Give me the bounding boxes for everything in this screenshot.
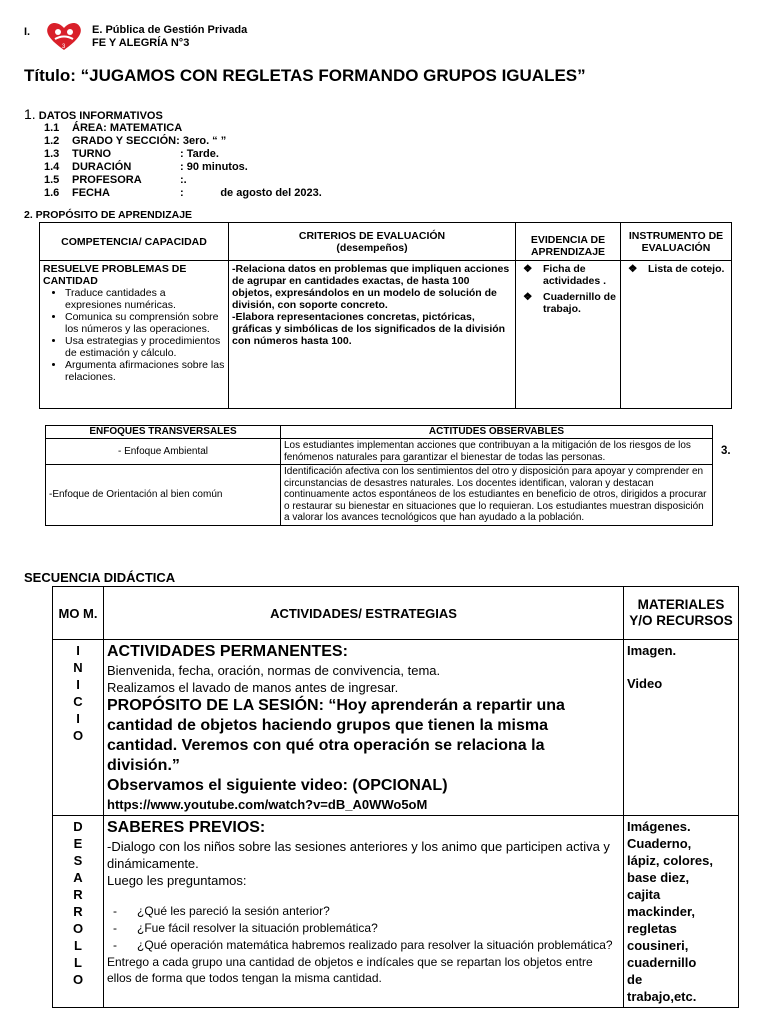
material-item: cousineri,: [627, 938, 689, 953]
material-item: mackinder,: [627, 904, 695, 919]
dash-bullet-icon: -: [113, 938, 117, 952]
header-criterios-line1: CRITERIOS DE EVALUACIÓN: [298, 229, 446, 242]
list-item: [523, 263, 617, 287]
header-actitudes: ACTITUDES OBSERVABLES: [281, 426, 713, 439]
saberes-title: SABERES PREVIOS:: [107, 819, 266, 836]
inicio-materiales: [624, 640, 739, 816]
evidencia-text: Ficha de actividades .: [543, 263, 607, 287]
material-item: base diez,: [627, 870, 690, 885]
proposito-table: [39, 222, 732, 409]
school-line-2: FE Y ALEGRÍA N°3: [92, 37, 190, 49]
material-item: trabajo,etc.: [627, 989, 697, 1004]
info-row: [44, 187, 322, 200]
list-item: [107, 903, 620, 920]
info-value: : Tarde.: [180, 148, 219, 160]
evidencias-list: [519, 263, 617, 315]
material-item: cuadernillo: [627, 955, 697, 970]
info-row: [44, 122, 322, 135]
permanentes-title: ACTIVIDADES PERMANENTES:: [107, 643, 348, 660]
material-item: Cuaderno,: [627, 836, 692, 851]
secuencia-heading: SECUENCIA DIDÁCTICA: [24, 570, 176, 585]
header-actividades: ACTIVIDADES/ ESTRATEGIAS: [104, 587, 624, 640]
info-key: PROFESORA: [72, 174, 142, 186]
header-criterios-line2: (desempeños): [336, 241, 408, 254]
info-num: 1.2: [44, 135, 60, 147]
letter: A: [73, 870, 83, 885]
letter: I: [76, 677, 80, 692]
pregunta-text: ¿Qué les pareció la sesión anterior?: [137, 904, 330, 918]
diamond-bullet-icon: ❖: [523, 291, 533, 303]
list-item: • Traduce cantidades a expresiones numéricas.: [65, 287, 225, 311]
section-1-number: 1.: [24, 106, 36, 122]
info-key: ÁREA: MATEMATICA: [72, 122, 183, 134]
material-item: Imagen.: [627, 643, 677, 658]
info-row: [44, 148, 322, 161]
secuencia-table: [52, 586, 739, 1008]
letter: N: [73, 660, 83, 675]
desarrollo-letters: [56, 818, 100, 988]
proposito: [107, 696, 620, 776]
letter: O: [72, 921, 84, 936]
pregunta-text: ¿Qué operación matemática habremos realizado para resolver la situación problemática?: [137, 938, 613, 952]
competencia-cell: [40, 261, 229, 409]
roman-numeral: I.: [24, 26, 31, 38]
section-1-heading: [24, 106, 163, 122]
list-item: [523, 291, 617, 315]
section-1-label: DATOS INFORMATIVOS: [38, 110, 163, 122]
letter: S: [73, 853, 83, 868]
letter: L: [74, 938, 82, 953]
header-instrumento: INSTRUMENTO DE EVALUACIÓN: [621, 223, 732, 261]
diamond-bullet-icon: ❖: [628, 263, 638, 275]
dialogo-text: -Dialogo con los niños sobre las sesiones anteriores y los animo que participen activa y dinámicamente.: [107, 839, 610, 871]
pregunta-text: ¿Fue fácil resolver la situación problemática?: [137, 921, 378, 935]
actitud-cell: Identificación afectiva con los sentimientos del otro y disposición para apoyar y comprender en circunstancias de desastres naturales. Los docentes identifican, valoran y destacan continuamente actos espontáneos de los estudiantes en beneficio de otros, dirigidos a procurar o restaurar su bienestar en situaciones que lo requieran. Los estudiantes muestran disposición a valorar los avances tecnológicos que han ayudado a la población.: [281, 465, 713, 526]
list-item: • Usa estrategias y procedimientos de estimación y cálculo.: [65, 335, 225, 359]
desarrollo-materiales: [624, 816, 739, 1008]
letter: E: [73, 836, 83, 851]
info-value: : 90 minutos.: [180, 161, 248, 173]
letter: R: [73, 904, 83, 919]
dash-bullet-icon: -: [113, 904, 117, 918]
material-item: cajita: [627, 887, 661, 902]
header-criterios: [229, 223, 516, 261]
info-num: 1.4: [44, 161, 60, 173]
permanentes-line2: Realizamos el lavado de manos antes de ingresar.: [107, 680, 399, 695]
header-materiales: MATERIALES Y/O RECURSOS: [624, 587, 739, 640]
section-3-number: 3.: [721, 445, 731, 457]
header-competencia: COMPETENCIA/ CAPACIDAD: [40, 223, 229, 261]
material-item: lápiz, colores,: [627, 853, 713, 868]
enfoques-table: [45, 425, 713, 526]
evidencia-cell: [516, 261, 621, 409]
criterios-cell: [229, 261, 516, 409]
letter: R: [73, 887, 83, 902]
diamond-bullet-icon: ❖: [523, 263, 533, 275]
info-key: FECHA: [72, 187, 110, 199]
letter: L: [74, 955, 82, 970]
proposito-label: PROPÓSITO DE LA SESIÓN:: [107, 697, 329, 714]
datos-informativos: [44, 122, 322, 200]
competencia-title: RESUELVE PROBLEMAS DE CANTIDAD: [43, 263, 187, 287]
enfoque-cell: - Enfoque Ambiental: [46, 439, 281, 465]
header-mom: MO M.: [53, 587, 104, 640]
criterio-2: -Elabora representaciones concretas, pictóricas, gráficas y simbólicas de los significados de la división con números hasta 100.: [232, 311, 506, 347]
letter: I: [76, 711, 80, 726]
material-item: de: [627, 972, 643, 987]
list-item: • Comunica su comprensión sobre los números y las operaciones.: [65, 311, 225, 335]
desarrollo-activities: [104, 816, 624, 1008]
list-item: [628, 263, 728, 275]
logo-number: 3: [62, 44, 66, 50]
list-item: [107, 920, 620, 937]
school-name: [92, 24, 247, 50]
info-key: TURNO: [72, 148, 112, 160]
letter: C: [73, 694, 83, 709]
luego-text: Luego les preguntamos:: [107, 873, 247, 888]
material-item: Video: [627, 676, 663, 691]
info-key: GRADO Y SECCIÓN: 3ero. “ ”: [72, 135, 227, 147]
info-value: : de agosto del 2023.: [180, 187, 322, 199]
inicio-cell: [53, 640, 104, 816]
desarrollo-cell: [53, 816, 104, 1008]
header-enfoques: ENFOQUES TRANSVERSALES: [46, 426, 281, 439]
instrumentos-list: [624, 263, 728, 275]
video-label: Observamos el siguiente video: (OPCIONAL): [107, 777, 448, 794]
capacidades-list: [43, 287, 225, 383]
preguntas-list: [107, 903, 620, 954]
header-evidencia: EVIDENCIA DE APRENDIZAJE: [516, 223, 621, 261]
evidencia-text: Cuadernillo de trabajo.: [543, 291, 616, 315]
info-value: :.: [180, 174, 187, 186]
school-line-1: E. Pública de Gestión Privada: [92, 24, 248, 36]
info-num: 1.5: [44, 174, 60, 186]
instrumento-text: Lista de cotejo.: [648, 263, 725, 275]
list-item: • Argumenta afirmaciones sobre las relaciones.: [65, 359, 225, 383]
letter: D: [73, 819, 83, 834]
info-num: 1.6: [44, 187, 60, 199]
permanentes-line1: Bienvenida, fecha, oración, normas de convivencia, tema.: [107, 663, 441, 678]
info-num: 1.1: [44, 122, 60, 134]
letter: O: [72, 728, 84, 743]
list-item: [107, 937, 620, 954]
dash-bullet-icon: -: [113, 921, 117, 935]
info-key: DURACIÓN: [72, 161, 132, 173]
proposito-text: “Hoy aprenderán a repartir una cantidad de objetos haciendo grupos que tienen la misma cantidad. Veremos con qué otra operación se relaciona la división.”: [107, 697, 565, 774]
instrumento-cell: [621, 261, 732, 409]
page-title: Título: “JUGAMOS CON REGLETAS FORMANDO GRUPOS IGUALES”: [24, 66, 586, 85]
material-item: Imágenes.: [627, 819, 691, 834]
school-logo: [44, 20, 84, 52]
section-2-heading: 2. PROPÓSITO DE APRENDIZAJE: [24, 209, 193, 221]
criterio-1: -Relaciona datos en problemas que impliquen acciones de agrupar en cantidades exactas, de hasta 100 objetos, expresándolos en un modelo de solución de división, con soporte concreto.: [232, 263, 510, 311]
letter: I: [76, 643, 80, 658]
info-row: [44, 135, 322, 148]
letter: O: [72, 972, 84, 987]
entrego-text: Entrego a cada grupo una cantidad de objetos e indícales que se repartan los objetos entre ellos de forma que todos tengan la misma cantidad.: [107, 955, 593, 985]
inicio-activities: [104, 640, 624, 816]
info-row: [44, 174, 322, 187]
inicio-letters: [56, 642, 100, 744]
actitud-cell: Los estudiantes implementan acciones que contribuyan a la mitigación de los riesgos de los fenómenos naturales para garantizar el bienestar de todas las personas.: [281, 439, 713, 465]
enfoque-cell: -Enfoque de Orientación al bien común: [46, 465, 281, 526]
info-row: [44, 161, 322, 174]
video-link[interactable]: https://www.youtube.com/watch?v=dB_A0WWo5oM: [107, 797, 428, 812]
info-num: 1.3: [44, 148, 60, 160]
material-item: regletas: [627, 921, 677, 936]
